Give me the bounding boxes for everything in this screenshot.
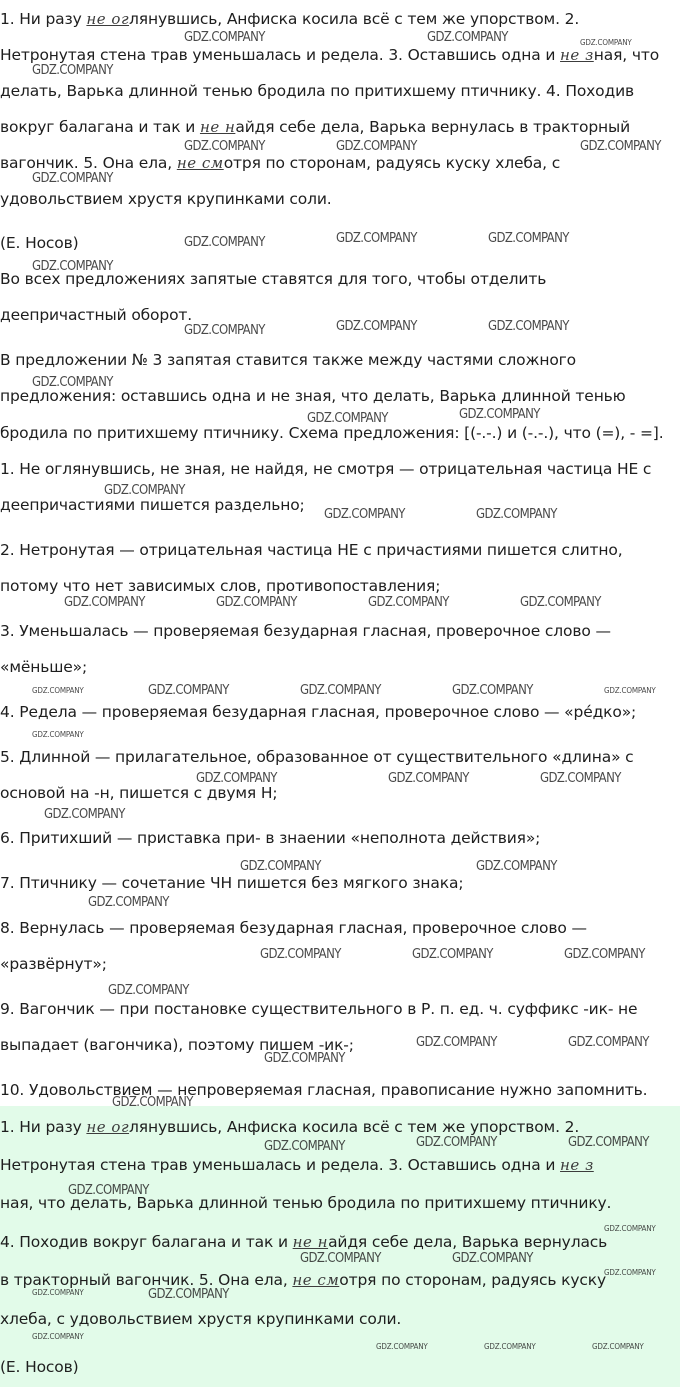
watermark-text: GDZ.COMPANY bbox=[32, 171, 113, 186]
text-segment: 6. Притихший — приставка при- в знаении «неполнота действия»; bbox=[0, 829, 541, 847]
text-segment: «развёрнут»; bbox=[0, 955, 107, 973]
text-segment: бродила по притихшему птичнику. Схема предложения: [(-.-.) и (-.-.), что (=), - =]. bbox=[0, 424, 664, 442]
text-segment: 7. Птичнику — сочетание ЧН пишется без мягкого знака; bbox=[0, 874, 464, 892]
watermark-text: GDZ.COMPANY bbox=[260, 947, 341, 962]
watermark-text: GDZ.COMPANY bbox=[44, 807, 125, 822]
watermark-text: GDZ.COMPANY bbox=[184, 139, 265, 154]
text-line bbox=[0, 703, 680, 721]
watermark-text: GDZ.COMPANY bbox=[264, 1139, 345, 1154]
watermark-text: GDZ.COMPANY bbox=[604, 686, 656, 695]
watermark-text: GDZ.COMPANY bbox=[427, 30, 508, 45]
watermark-text: GDZ.COMPANY bbox=[104, 483, 185, 498]
text-line bbox=[0, 748, 680, 766]
watermark-text: GDZ.COMPANY bbox=[32, 1332, 84, 1341]
watermark-text: GDZ.COMPANY bbox=[112, 1095, 193, 1110]
text-segment: деепричастный оборот. bbox=[0, 306, 193, 324]
text-segment: ная, что bbox=[593, 46, 660, 64]
text-segment: 5. Длинной — прилагательное, образованное от существительного «длина» с bbox=[0, 748, 634, 766]
answer-line bbox=[0, 1271, 680, 1289]
answer-line bbox=[0, 1358, 680, 1376]
text-segment: основой на -н, пишется с двумя Н; bbox=[0, 784, 278, 802]
watermark-text: GDZ.COMPANY bbox=[388, 771, 469, 786]
text-segment: (Е. Носов) bbox=[0, 234, 79, 252]
text-segment: 8. Вернулась — проверяемая безударная гласная, проверочное слово — bbox=[0, 919, 587, 937]
watermark-text: GDZ.COMPANY bbox=[488, 231, 569, 246]
text-line bbox=[0, 1081, 680, 1099]
watermark-text: GDZ.COMPANY bbox=[88, 895, 169, 910]
text-segment: делать, Варька длинной тенью бродила по притихшему птичнику. 4. Походив bbox=[0, 82, 634, 100]
handwritten-insert: не з bbox=[560, 46, 594, 64]
text-segment: 10. Удовольствием — непроверяемая гласная, правописание нужно запомнить. bbox=[0, 1081, 648, 1099]
text-segment: отря по сторонам, радуясь куску хлеба, с bbox=[223, 154, 561, 172]
watermark-text: GDZ.COMPANY bbox=[459, 407, 540, 422]
watermark-text: GDZ.COMPANY bbox=[476, 859, 557, 874]
text-segment: лянувшись, Анфиска косила всё с тем же упорством. 2. bbox=[129, 10, 580, 28]
text-segment: отря по сторонам, радуясь куску bbox=[339, 1271, 607, 1289]
watermark-text: GDZ.COMPANY bbox=[68, 1183, 149, 1198]
text-line bbox=[0, 154, 680, 172]
watermark-text: GDZ.COMPANY bbox=[568, 1135, 649, 1150]
text-line bbox=[0, 658, 680, 676]
text-segment: ная, что делать, Варька длинной тенью бродила по притихшему птичнику. bbox=[0, 1194, 612, 1212]
watermark-text: GDZ.COMPANY bbox=[540, 771, 621, 786]
answer-line bbox=[0, 1310, 680, 1328]
text-segment: деепричастиями пишется раздельно; bbox=[0, 496, 305, 514]
watermark-text: GDZ.COMPANY bbox=[64, 595, 145, 610]
watermark-text: GDZ.COMPANY bbox=[568, 1035, 649, 1050]
watermark-text: GDZ.COMPANY bbox=[564, 947, 645, 962]
text-segment: вагончик. 5. Она ела, bbox=[0, 154, 177, 172]
watermark-text: GDZ.COMPANY bbox=[32, 686, 84, 695]
watermark-text: GDZ.COMPANY bbox=[592, 1342, 644, 1351]
watermark-text: GDZ.COMPANY bbox=[416, 1135, 497, 1150]
handwritten-insert: не н bbox=[292, 1233, 329, 1251]
text-segment: удовольствием хрустя крупинками соли. bbox=[0, 190, 332, 208]
answer-line bbox=[0, 1118, 680, 1136]
text-line bbox=[0, 351, 680, 369]
handwritten-insert: не см bbox=[176, 154, 224, 172]
text-line bbox=[0, 541, 680, 559]
watermark-text: GDZ.COMPANY bbox=[484, 1342, 536, 1351]
text-line bbox=[0, 190, 680, 208]
text-segment: 4. Редела — проверяемая безударная гласная, проверочное слово — «рéдко»; bbox=[0, 703, 637, 721]
handwritten-insert: не ог bbox=[86, 10, 130, 28]
text-line bbox=[0, 1000, 680, 1018]
watermark-text: GDZ.COMPANY bbox=[476, 507, 557, 522]
watermark-text: GDZ.COMPANY bbox=[216, 595, 297, 610]
text-segment: вокруг балагана и так и bbox=[0, 118, 200, 136]
text-segment: 2. Нетронутая — отрицательная частица НЕ с причастиями пишется слитно, bbox=[0, 541, 623, 559]
watermark-text: GDZ.COMPANY bbox=[108, 983, 189, 998]
watermark-text: GDZ.COMPANY bbox=[376, 1342, 428, 1351]
watermark-text: GDZ.COMPANY bbox=[196, 771, 277, 786]
text-line bbox=[0, 829, 680, 847]
text-line bbox=[0, 46, 680, 64]
watermark-text: GDZ.COMPANY bbox=[184, 323, 265, 338]
text-segment: (Е. Носов) bbox=[0, 1358, 79, 1376]
watermark-text: GDZ.COMPANY bbox=[32, 375, 113, 390]
watermark-text: GDZ.COMPANY bbox=[184, 235, 265, 250]
text-segment: Во всех предложениях запятые ставятся для того, чтобы отделить bbox=[0, 270, 547, 288]
watermark-text: GDZ.COMPANY bbox=[32, 730, 84, 739]
watermark-text: GDZ.COMPANY bbox=[336, 231, 417, 246]
watermark-text: GDZ.COMPANY bbox=[336, 319, 417, 334]
text-segment: айдя себе дела, Варька вернулась в тракторный bbox=[235, 118, 631, 136]
answer-line bbox=[0, 1233, 680, 1251]
text-line bbox=[0, 784, 680, 802]
text-segment: 3. Уменьшалась — проверяемая безударная гласная, проверочное слово — bbox=[0, 622, 611, 640]
handwritten-insert: не з bbox=[560, 1156, 594, 1174]
text-segment: 1. Ни разу bbox=[0, 10, 87, 28]
watermark-text: GDZ.COMPANY bbox=[184, 30, 265, 45]
handwritten-insert: не н bbox=[199, 118, 236, 136]
watermark-text: GDZ.COMPANY bbox=[300, 683, 381, 698]
watermark-text: GDZ.COMPANY bbox=[604, 1268, 656, 1277]
text-segment: «мёньше»; bbox=[0, 658, 88, 676]
watermark-text: GDZ.COMPANY bbox=[368, 595, 449, 610]
text-line bbox=[0, 874, 680, 892]
text-line bbox=[0, 118, 680, 136]
text-segment: выпадает (вагончика), поэтому пишем -ик-; bbox=[0, 1036, 354, 1054]
text-segment: айдя себе дела, Варька вернулась bbox=[328, 1233, 608, 1251]
watermark-text: GDZ.COMPANY bbox=[32, 63, 113, 78]
text-segment: потому что нет зависимых слов, противопоставления; bbox=[0, 577, 441, 595]
text-segment: лянувшись, Анфиска косила всё с тем же упорством. 2. bbox=[129, 1118, 580, 1136]
text-segment: 4. Походив вокруг балагана и так и bbox=[0, 1233, 293, 1251]
text-line bbox=[0, 919, 680, 937]
text-segment: хлеба, с удовольствием хрустя крупинками соли. bbox=[0, 1310, 402, 1328]
handwritten-insert: не см bbox=[292, 1271, 340, 1289]
text-line bbox=[0, 577, 680, 595]
watermark-text: GDZ.COMPANY bbox=[240, 859, 321, 874]
watermark-text: GDZ.COMPANY bbox=[520, 595, 601, 610]
watermark-text: GDZ.COMPANY bbox=[416, 1035, 497, 1050]
watermark-text: GDZ.COMPANY bbox=[452, 683, 533, 698]
text-line bbox=[0, 460, 680, 478]
watermark-text: GDZ.COMPANY bbox=[300, 1251, 381, 1266]
watermark-text: GDZ.COMPANY bbox=[32, 259, 113, 274]
text-segment: в тракторный вагончик. 5. Она ела, bbox=[0, 1271, 293, 1289]
text-segment: Нетронутая стена трав уменьшалась и редела. 3. Оставшись одна и bbox=[0, 1156, 561, 1174]
text-segment: 9. Вагончик — при постановке существительного в Р. п. ед. ч. суффикс -ик- не bbox=[0, 1000, 638, 1018]
watermark-text: GDZ.COMPANY bbox=[604, 1224, 656, 1233]
text-line bbox=[0, 10, 680, 28]
text-line bbox=[0, 622, 680, 640]
watermark-text: GDZ.COMPANY bbox=[264, 1051, 345, 1066]
text-line bbox=[0, 82, 680, 100]
watermark-text: GDZ.COMPANY bbox=[336, 139, 417, 154]
watermark-text: GDZ.COMPANY bbox=[412, 947, 493, 962]
watermark-text: GDZ.COMPANY bbox=[580, 139, 661, 154]
text-line bbox=[0, 424, 680, 442]
watermark-text: GDZ.COMPANY bbox=[488, 319, 569, 334]
watermark-text: GDZ.COMPANY bbox=[452, 1251, 533, 1266]
text-segment: В предложении № 3 запятая ставится также между частями сложного bbox=[0, 351, 576, 369]
watermark-text: GDZ.COMPANY bbox=[148, 1287, 229, 1302]
text-segment: 1. Ни разу bbox=[0, 1118, 87, 1136]
text-segment: 1. Не оглянувшись, не зная, не найдя, не смотря — отрицательная частица НЕ с bbox=[0, 460, 652, 478]
watermark-text: GDZ.COMPANY bbox=[32, 1288, 84, 1297]
text-segment: Нетронутая стена трав уменьшалась и редела. 3. Оставшись одна и bbox=[0, 46, 561, 64]
watermark-text: GDZ.COMPANY bbox=[148, 683, 229, 698]
text-segment: предложения: оставшись одна и не зная, что делать, Варька длинной тенью bbox=[0, 387, 626, 405]
answer-line bbox=[0, 1156, 680, 1174]
handwritten-insert: не ог bbox=[86, 1118, 130, 1136]
watermark-text: GDZ.COMPANY bbox=[307, 411, 388, 426]
watermark-text: GDZ.COMPANY bbox=[324, 507, 405, 522]
watermark-text: GDZ.COMPANY bbox=[580, 38, 632, 47]
